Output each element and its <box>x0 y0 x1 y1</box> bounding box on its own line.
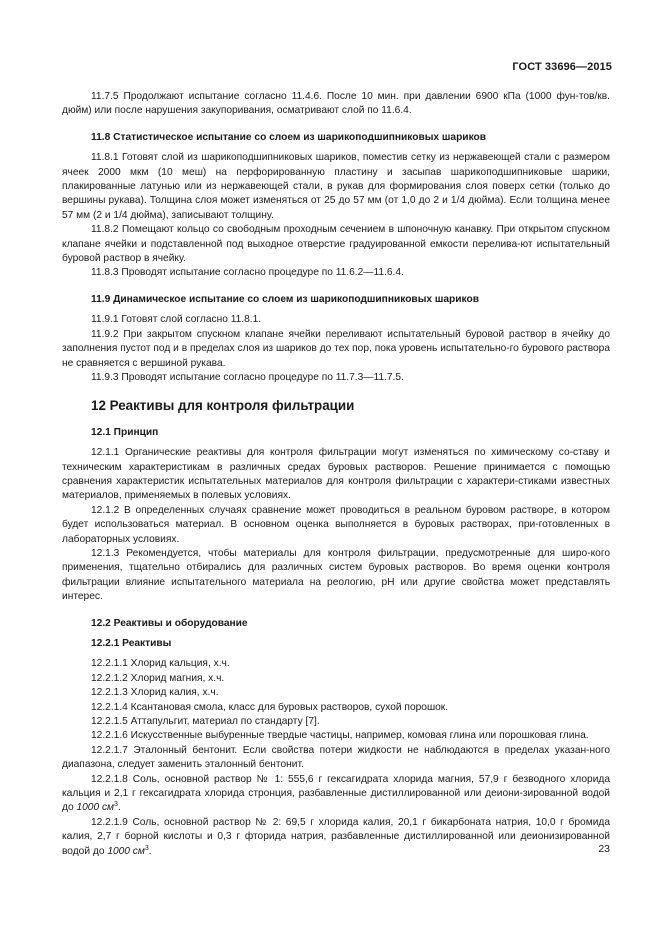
superscript: 3 <box>114 801 118 809</box>
paragraph <box>62 816 610 859</box>
paragraph: 12.1.2 В определенных случаях сравнение может проводиться в реальном буровом растворе, в котором будет использоваться материал. В основном оценка выполняется в буровых растворах, при-готовленных в лабораторных условиях. <box>62 504 610 545</box>
paragraph-text: 12.2.1.9 Соль, основной раствор № 2: 69,5 г хлорида калия, 20,1 г бикарбоната натрия, 10,0 г бромида калия, 2,7 г борной кислоты и 0,3 г фторида натрия, разбавленные дистиллированной или деионизированной водой до <box>62 816 610 857</box>
section-heading: 12.1 Принцип <box>91 426 159 438</box>
paragraph: 11.9.1 Готовят слой согласно 11.8.1. <box>91 314 262 326</box>
volume-value: 1000 см <box>107 845 145 857</box>
superscript: 3 <box>144 844 149 852</box>
section-heading: 12.2 Реактивы и оборудование <box>91 617 248 629</box>
paragraph: 12.1.3 Рекомендуется, чтобы материалы для контроля фильтрации, предусмотренные для широ-кого применения, тщательно отбирались для различных систем буровых растворов. Во время оценки контроля фильтрации влияние испытательного материала на реологию, pH или другие свойства может представлять интерес. <box>62 547 610 603</box>
paragraph: 12.2.1.6 Искусственные выбуренные твердые частицы, например, комовая глина или порошковая глина. <box>91 730 589 742</box>
paragraph: 12.2.1.5 Аттапульгит, материал по стандарту [7]. <box>91 716 320 728</box>
page-header: ГОСТ 33696—2015 <box>512 61 612 73</box>
paragraph: 11.7.5 Продолжают испытание согласно 11.4.6. После 10 мин. при давлении 6900 кПа (1000 фун-тов/кв. дюйм) или после нарушения закупоривания, осматривают слой по 11.6.4. <box>62 91 610 117</box>
paragraph: 12.2.1.3 Хлорид калия, х.ч. <box>91 687 219 699</box>
paragraph: 12.2.1.7 Эталонный бентонит. Если свойства потери жидкости не наблюдаются в пределах указан-ного диапазона, следует заменить эталонный бентонит. <box>62 744 610 771</box>
volume-value: 1000 см <box>76 802 115 814</box>
section-heading: 11.9 Динамическое испытание со слоем из шарикоподшипниковых шариков <box>91 293 479 305</box>
paragraph <box>62 773 610 816</box>
paragraph: 11.8.1 Готовят слой из шарикоподшипниковых шариков, поместив сетку из нержавеющей стали с размером ячеек 2000 мкм (10 меш) на перфорированную пластину и засыпав шарикоподшипниковые шарики, плакированные латунью или из нержавеющей стали, в рукав для формирования слоя поверх сетки (только до вершины рукава). Толщина слоя может изменяться от 25 до 57 мм (от 1,0 до 2 и 1/4 дюйма). Если толщина менее 57 мм (2 и 1/4 дюйма), записывают толщину. <box>62 152 610 221</box>
paragraph-tail: . <box>117 802 121 814</box>
paragraph: 11.8.3 Проводят испытание согласно процедуре по 11.6.2—11.6.4. <box>91 267 404 279</box>
paragraph: 11.9.2 При закрытом спускном клапане ячейки переливают испытательный буровой раствор в ячейку до заполнения пустот под и в пределах слоя из шариков до тех пор, пока уровень испытательно-го бурового раствора не сравняется с вершиной рукава. <box>62 328 610 369</box>
section-heading: 11.8 Статистическое испытание со слоем из шарикоподшипниковых шариков <box>91 131 487 143</box>
paragraph: 12.2.1.2 Хлорид магния, х.ч. <box>91 672 225 684</box>
page-number: 23 <box>598 843 610 855</box>
paragraph: 11.9.3 Проводят испытание согласно процедуре по 11.7.3—11.7.5. <box>91 371 404 383</box>
paragraph-text: 12.2.1.8 Соль, основной раствор № 1: 555,6 г гексагидрата хлорида магния, 57,9 г безводного хлорида кальция и 2,1 г гексагидрата хлорида стронция, разбавленные дистиллированной или деиони-зированной водой до <box>62 773 610 814</box>
paragraph: 12.2.1.4 Ксантановая смола, класс для буровых растворов, сухой порошок. <box>91 701 449 713</box>
document-body <box>62 90 610 859</box>
paragraph: 12.2.1.1 Хлорид кальция, х.ч. <box>91 658 230 670</box>
paragraph: 12.1.1 Органические реактивы для контроля фильтрации могут изменяться по химическому со-ставу и техническим характеристикам в различных средах буровых растворов. Решение принимается с помощью сравнения характеристик испытательных материалов для контроля фильтрации с характери-стиками известных материалов, применяемых в полевых условиях. <box>62 447 610 502</box>
paragraph-tail: . <box>148 845 152 857</box>
paragraph: 11.8.2 Помещают кольцо со свободным проходным сечением в шпоночную канавку. При открытом спускном клапане ячейки и подставленной под выходное отверстие градуированной емкости перелива-ют испытательный буровой раствор в ячейку. <box>62 224 610 265</box>
section-heading: 12.2.1 Реактивы <box>91 638 172 649</box>
chapter-heading: 12 Реактивы для контроля фильтрации <box>91 398 355 414</box>
